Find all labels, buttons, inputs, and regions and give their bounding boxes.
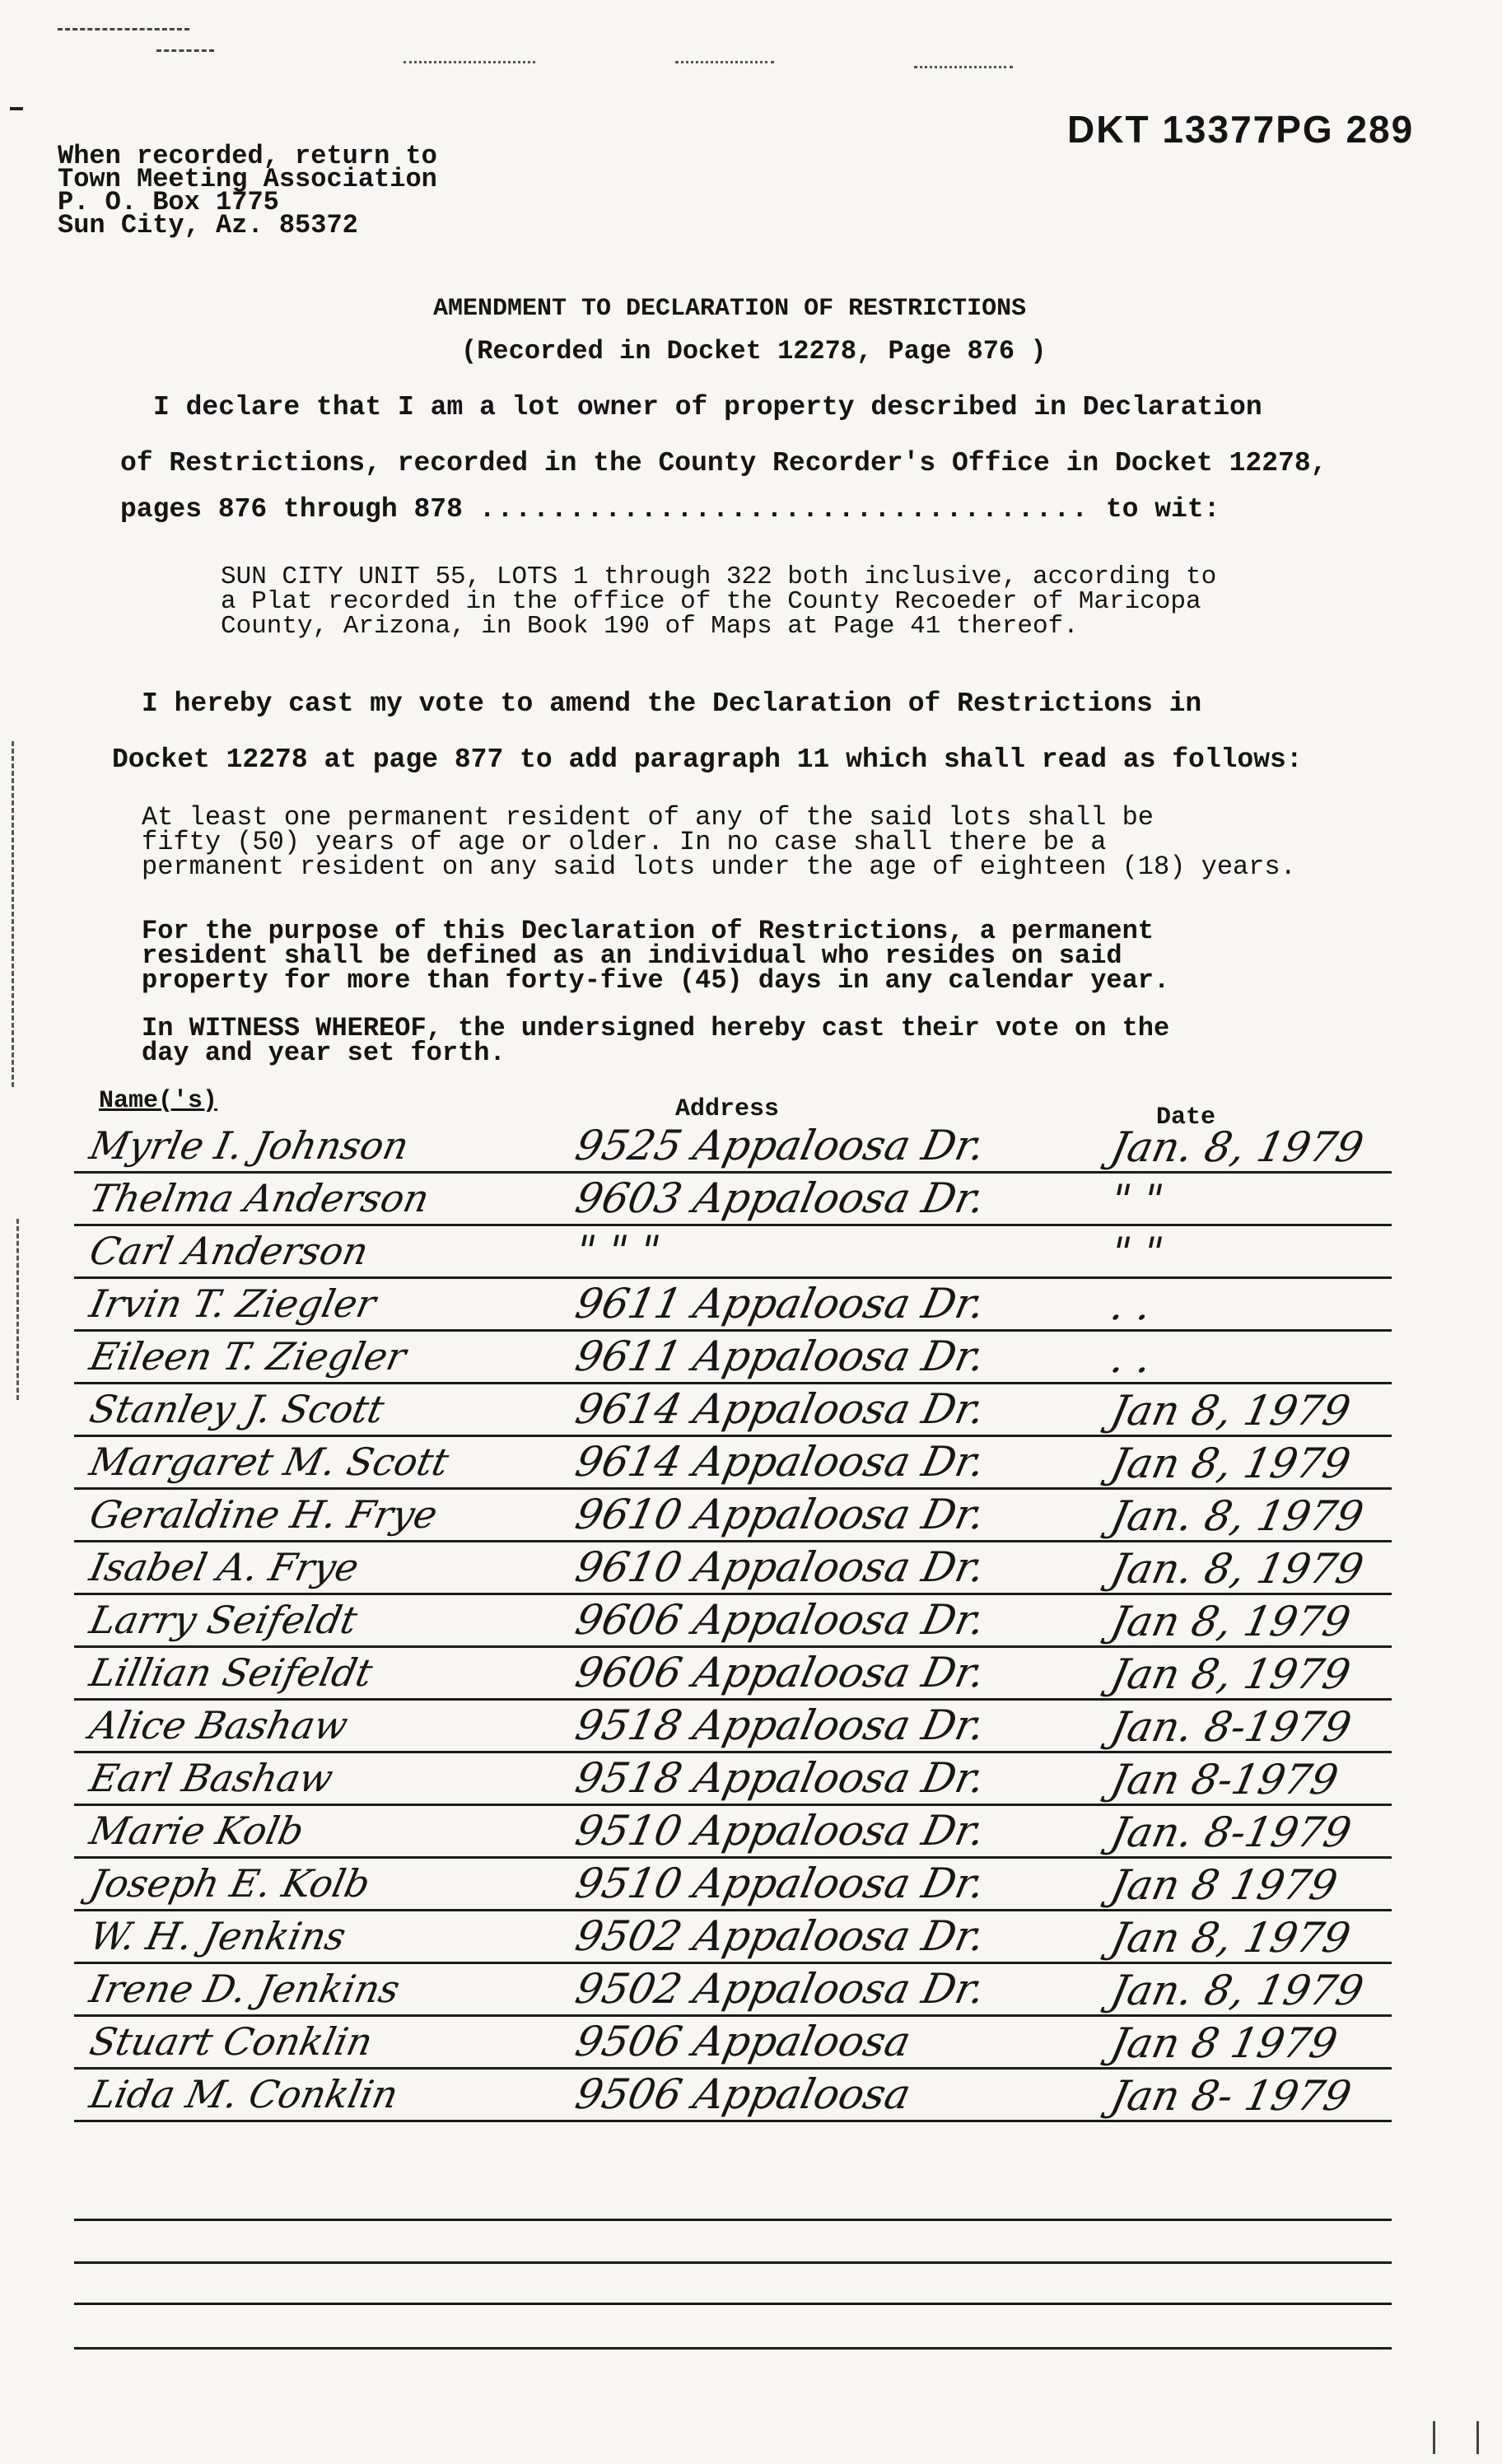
signature-row-line: [74, 1804, 1392, 1806]
signatory-name: Eileen T. Ziegler: [86, 1334, 410, 1379]
signature-row-line: [74, 1487, 1392, 1490]
signatory-name: Irene D. Jenkins: [86, 1967, 404, 2011]
signatory-address: 9610 Appaloosa Dr.: [571, 1543, 990, 1591]
paragraph-line: At least one permanent resident of any of the said lots shall be: [142, 802, 1154, 833]
signature-date: Jan. 8, 1979: [1106, 1545, 1368, 1593]
definition-line: property for more than forty-five (45) days in any calendar year.: [142, 965, 1170, 996]
signature-date: " ": [1106, 1229, 1168, 1276]
signatory-address: 9611 Appaloosa Dr.: [571, 1280, 990, 1328]
document-subtitle: (Recorded in Docket 12278, Page 876 ): [461, 336, 1047, 366]
signature-row-line: [74, 1962, 1392, 1964]
signatory-address: 9603 Appaloosa Dr.: [571, 1174, 990, 1222]
signature-date: . .: [1106, 1334, 1156, 1382]
pages-text: pages 876 through 878: [120, 494, 463, 525]
signatory-name: Geraldine H. Frye: [86, 1492, 441, 1537]
blank-signature-line: [74, 2347, 1392, 2350]
signature-date: Jan 8, 1979: [1106, 1387, 1355, 1435]
signature-row-line: [74, 1329, 1392, 1332]
blank-signature-line: [74, 2261, 1392, 2264]
definition-line: For the purpose of this Declaration of Restrictions, a permanent: [142, 916, 1154, 946]
signature-date: Jan 8 1979: [1106, 2019, 1342, 2067]
signature-date: Jan 8 1979: [1106, 1861, 1342, 1909]
signatory-name: Myrle I. Johnson: [86, 1123, 413, 1168]
signature-row-line: [74, 2014, 1392, 2017]
signature-date: Jan 8, 1979: [1106, 1914, 1355, 1962]
signature-date: Jan 8, 1979: [1106, 1440, 1355, 1487]
signatory-address: 9610 Appaloosa Dr.: [571, 1491, 990, 1538]
signature-row-line: [74, 1645, 1392, 1648]
signatory-address: 9614 Appaloosa Dr.: [571, 1438, 990, 1486]
signatory-address: 9518 Appaloosa Dr.: [571, 1701, 990, 1749]
signatory-name: Alice Bashaw: [86, 1703, 352, 1748]
return-line: When recorded, return to: [58, 141, 437, 171]
signatory-name: Earl Bashaw: [86, 1756, 338, 1800]
signatory-address: 9510 Appaloosa Dr.: [571, 1807, 990, 1855]
signature-date: Jan 8, 1979: [1106, 1598, 1355, 1645]
signature-row-line: [74, 1909, 1392, 1911]
signatory-name: Irvin T. Ziegler: [86, 1281, 380, 1326]
legal-line: a Plat recorded in the office of the County Recoeder of Maricopa: [221, 587, 1201, 616]
witness-line: day and year set forth.: [142, 1038, 506, 1068]
signature-date: " ": [1106, 1176, 1168, 1224]
paragraph-line: fifty (50) years of age or older. In no case shall there be a: [142, 827, 1107, 857]
signature-date: Jan. 8-1979: [1106, 1703, 1355, 1751]
signature-row-line: [74, 1698, 1392, 1701]
return-line: Sun City, Az. 85372: [58, 210, 358, 240]
signatory-address: 9502 Appaloosa Dr.: [571, 1965, 990, 2013]
docket-stamp: DKT 13377PG 289: [1067, 108, 1415, 151]
signature-date: Jan. 8, 1979: [1106, 1492, 1368, 1540]
signatory-address: 9606 Appaloosa Dr.: [571, 1649, 990, 1696]
signature-row-line: [74, 2067, 1392, 2070]
signature-date: . .: [1106, 1281, 1156, 1329]
signatory-address: 9510 Appaloosa Dr.: [571, 1860, 990, 1907]
signatory-address: 9502 Appaloosa Dr.: [571, 1912, 990, 1960]
signatory-name: Thelma Anderson: [86, 1176, 434, 1220]
signatory-name: Lida M. Conklin: [86, 2072, 403, 2116]
signatory-address: 9506 Appaloosa: [571, 2070, 915, 2118]
definition-line: resident shall be defined as an individual who resides on said: [142, 940, 1122, 971]
to-wit-text: to wit:: [1105, 494, 1220, 525]
signatory-name: Isabel A. Frye: [86, 1545, 363, 1589]
leader-dots: ..................................: [478, 494, 1089, 525]
declaration-line: of Restrictions, recorded in the County Recorder's Office in Docket 12278,: [120, 448, 1327, 478]
name-column-header: Name('s): [99, 1087, 218, 1115]
signatory-address: " " ": [571, 1227, 665, 1275]
signature-row-line: [74, 1540, 1392, 1542]
signatory-address: 9611 Appaloosa Dr.: [571, 1332, 990, 1380]
signature-date: Jan. 8-1979: [1106, 1808, 1355, 1856]
signatory-name: Larry Seifeldt: [86, 1598, 362, 1642]
signatory-name: Stuart Conklin: [86, 2019, 377, 2064]
signatory-address: 9614 Appaloosa Dr.: [571, 1385, 990, 1433]
blank-signature-line: [74, 2303, 1392, 2305]
legal-line: County, Arizona, in Book 190 of Maps at Page 41 thereof.: [221, 612, 1079, 641]
signature-date: Jan 8- 1979: [1106, 2072, 1355, 2120]
signatory-name: Stanley J. Scott: [86, 1387, 389, 1431]
signature-row-line: [74, 1224, 1392, 1226]
signature-row-line: [74, 1276, 1392, 1279]
signature-date: Jan 8, 1979: [1106, 1650, 1355, 1698]
signatory-address: 9525 Appaloosa Dr.: [571, 1122, 990, 1169]
signature-date: Jan. 8, 1979: [1106, 1123, 1368, 1171]
signatory-name: Marie Kolb: [86, 1808, 308, 1853]
signature-date: Jan 8-1979: [1106, 1756, 1343, 1804]
signature-row-line: [74, 1856, 1392, 1859]
signatory-address: 9606 Appaloosa Dr.: [571, 1596, 990, 1644]
date-column-header: Date: [1156, 1104, 1216, 1132]
legal-line: SUN CITY UNIT 55, LOTS 1 through 322 both inclusive, according to: [221, 562, 1217, 591]
signatory-name: Margaret M. Scott: [86, 1440, 453, 1484]
signatory-name: Joseph E. Kolb: [86, 1861, 375, 1906]
return-line: P. O. Box 1775: [58, 187, 279, 217]
address-column-header: Address: [675, 1095, 780, 1123]
signature-row-line: [74, 1171, 1392, 1174]
signatory-address: 9518 Appaloosa Dr.: [571, 1754, 990, 1802]
witness-line: In WITNESS WHEREOF, the undersigned hereby cast their vote on the: [142, 1013, 1170, 1043]
declaration-line: I declare that I am a lot owner of property described in Declaration: [153, 392, 1262, 422]
corner-scan-mark: [1433, 2421, 1479, 2454]
vote-line: I hereby cast my vote to amend the Declaration of Restrictions in: [142, 688, 1202, 719]
document-title: AMENDMENT TO DECLARATION OF RESTRICTIONS: [433, 295, 1027, 323]
signatory-name: Carl Anderson: [86, 1229, 373, 1273]
signature-row-line: [74, 2120, 1392, 2122]
blank-signature-line: [74, 2219, 1392, 2221]
signature-row-line: [74, 1435, 1392, 1437]
signatory-address: 9506 Appaloosa: [571, 2018, 915, 2065]
signatory-name: W. H. Jenkins: [86, 1914, 350, 1958]
return-line: Town Meeting Association: [58, 164, 437, 194]
paragraph-line: permanent resident on any said lots under the age of eighteen (18) years.: [142, 852, 1296, 882]
signature-row-line: [74, 1751, 1392, 1753]
vote-line: Docket 12278 at page 877 to add paragraph 11 which shall read as follows:: [112, 744, 1303, 775]
signature-date: Jan. 8, 1979: [1106, 1967, 1368, 2014]
signatory-name: Lillian Seifeldt: [86, 1650, 377, 1695]
signature-row-line: [74, 1382, 1392, 1384]
signature-row-line: [74, 1593, 1392, 1595]
